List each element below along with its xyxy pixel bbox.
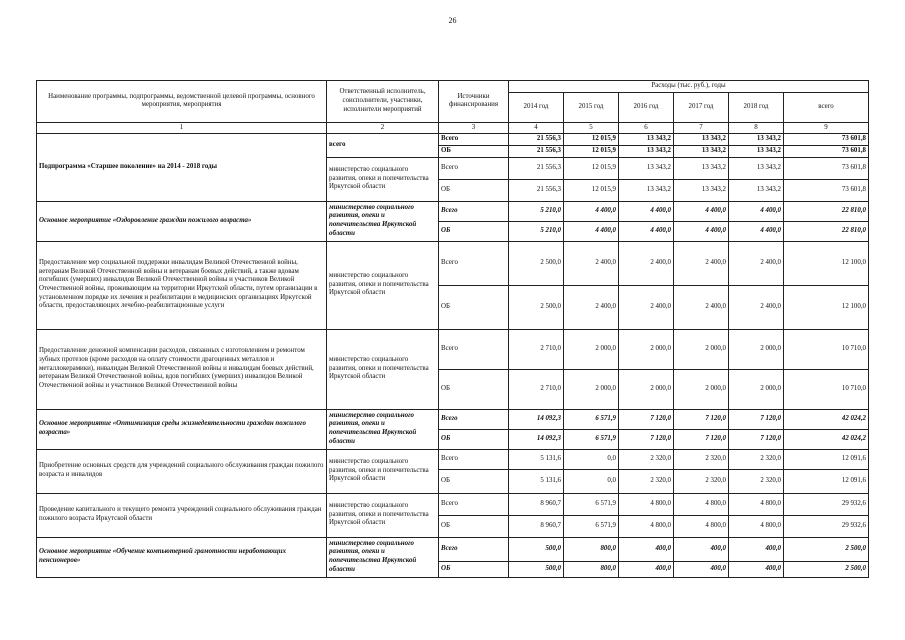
total-cell: 12 100,0 — [784, 285, 869, 329]
total-cell: 29 932,6 — [784, 515, 869, 537]
header-name: Наименование программы, подпрограммы, ведомственной целевой программы, основного мероприятия, мероприятия — [37, 81, 327, 123]
col-number: 2 — [327, 122, 439, 134]
main-activity-name: Основное мероприятие «Оздоровление граждан пожилого возраста» — [37, 201, 327, 241]
total-cell: 42 024,2 — [784, 429, 869, 449]
responsible-cell: министерство социального развития, опеки и попечительства Иркутской области — [327, 329, 439, 409]
activity-name: Приобретение основных средств для учреждений социального обслуживания граждан пожилого возраста и инвалидов — [37, 449, 327, 493]
table-row — [37, 201, 869, 221]
value-cell: 2 000,0 — [674, 369, 729, 409]
value-cell: 2 400,0 — [674, 285, 729, 329]
value-cell: 13 343,2 — [729, 145, 784, 157]
value-cell: 14 092,3 — [509, 429, 564, 449]
total-cell: 29 932,6 — [784, 493, 869, 515]
value-cell: 21 556,3 — [509, 134, 564, 146]
value-cell: 7 120,0 — [619, 429, 674, 449]
col-number: 5 — [564, 122, 619, 134]
value-cell: 800,0 — [564, 561, 619, 577]
header-total: всего — [784, 92, 869, 122]
value-cell: 2 320,0 — [729, 469, 784, 493]
value-cell: 5 210,0 — [509, 201, 564, 221]
value-cell: 0,0 — [564, 469, 619, 493]
responsible-cell: министерство социального развития, опеки и попечительства Иркутской области — [327, 449, 439, 493]
source-cell: Всего — [439, 241, 509, 285]
value-cell: 2 400,0 — [619, 241, 674, 285]
value-cell: 2 320,0 — [619, 449, 674, 469]
value-cell: 8 960,7 — [509, 493, 564, 515]
value-cell: 13 343,2 — [619, 145, 674, 157]
value-cell: 4 400,0 — [729, 221, 784, 241]
value-cell: 13 343,2 — [619, 157, 674, 179]
value-cell: 2 000,0 — [729, 329, 784, 369]
value-cell: 13 343,2 — [674, 157, 729, 179]
header-year: 2018 год — [729, 92, 784, 122]
source-cell: ОБ — [439, 285, 509, 329]
activity-name: Проведение капитального и текущего ремонта учреждений социального обслуживания граждан пожилого возраста Иркутской области — [37, 493, 327, 537]
value-cell: 2 400,0 — [674, 241, 729, 285]
source-cell: ОБ — [439, 369, 509, 409]
value-cell: 7 120,0 — [674, 429, 729, 449]
responsible-cell: министерство социального развития, опеки и попечительства Иркутской области — [327, 201, 439, 241]
col-number: 4 — [509, 122, 564, 134]
header-expenses: Расходы (тыс. руб.), годы — [509, 81, 869, 93]
value-cell: 13 343,2 — [619, 134, 674, 146]
value-cell: 400,0 — [729, 537, 784, 561]
value-cell: 4 800,0 — [729, 493, 784, 515]
responsible-cell: министерство социального развития, опеки и попечительства Иркутской области — [327, 409, 439, 449]
value-cell: 4 800,0 — [674, 515, 729, 537]
value-cell: 4 800,0 — [674, 493, 729, 515]
header-year: 2015 год — [564, 92, 619, 122]
value-cell: 4 400,0 — [619, 221, 674, 241]
value-cell: 4 400,0 — [674, 201, 729, 221]
header-sources: Источники финансирования — [439, 81, 509, 123]
value-cell: 2 320,0 — [619, 469, 674, 493]
table-row — [37, 537, 869, 561]
table-row — [37, 449, 869, 469]
header-year: 2017 год — [674, 92, 729, 122]
table-row — [37, 409, 869, 429]
main-activity-name: Основное мероприятие «Оптимизация среды жизнедеятельности граждан пожилого возраста» — [37, 409, 327, 449]
total-cell: 73 601,8 — [784, 179, 869, 201]
table-row — [37, 329, 869, 369]
total-cell: 10 710,0 — [784, 329, 869, 369]
source-cell: Всего — [439, 493, 509, 515]
total-cell: 12 100,0 — [784, 241, 869, 285]
total-cell: 2 500,0 — [784, 561, 869, 577]
value-cell: 4 400,0 — [674, 221, 729, 241]
table-row — [37, 134, 869, 146]
page-number: 26 — [448, 16, 457, 25]
source-cell: ОБ — [439, 515, 509, 537]
value-cell: 4 400,0 — [619, 201, 674, 221]
col-number: 8 — [729, 122, 784, 134]
value-cell: 13 343,2 — [674, 179, 729, 201]
value-cell: 2 000,0 — [729, 369, 784, 409]
value-cell: 21 556,3 — [509, 179, 564, 201]
value-cell: 400,0 — [729, 561, 784, 577]
source-cell: Всего — [439, 329, 509, 369]
col-number: 6 — [619, 122, 674, 134]
source-cell: ОБ — [439, 429, 509, 449]
value-cell: 4 800,0 — [619, 493, 674, 515]
value-cell: 2 320,0 — [674, 449, 729, 469]
value-cell: 500,0 — [509, 561, 564, 577]
value-cell: 6 571,9 — [564, 409, 619, 429]
value-cell: 7 120,0 — [674, 409, 729, 429]
total-cell: 73 601,8 — [784, 157, 869, 179]
value-cell: 2 320,0 — [729, 449, 784, 469]
value-cell: 6 571,9 — [564, 493, 619, 515]
value-cell: 2 000,0 — [619, 369, 674, 409]
value-cell: 13 343,2 — [674, 134, 729, 146]
total-cell: 73 601,8 — [784, 145, 869, 157]
value-cell: 13 343,2 — [674, 145, 729, 157]
value-cell: 12 015,9 — [564, 145, 619, 157]
total-cell: 2 500,0 — [784, 537, 869, 561]
value-cell: 5 210,0 — [509, 221, 564, 241]
total-cell: 22 810,0 — [784, 221, 869, 241]
responsible-cell: министерство социального развития, опеки и попечительства Иркутской области — [327, 537, 439, 577]
value-cell: 0,0 — [564, 449, 619, 469]
value-cell: 21 556,3 — [509, 145, 564, 157]
responsible-cell: министерство социального развития, опеки и попечительства Иркутской области — [327, 493, 439, 537]
col-number: 7 — [674, 122, 729, 134]
value-cell: 2 710,0 — [509, 329, 564, 369]
value-cell: 14 092,3 — [509, 409, 564, 429]
source-cell: Всего — [439, 134, 509, 146]
value-cell: 4 400,0 — [564, 201, 619, 221]
responsible-cell: министерство социального развития, опеки и попечительства Иркутской области — [327, 241, 439, 329]
value-cell: 13 343,2 — [729, 179, 784, 201]
table-row — [37, 241, 869, 285]
value-cell: 5 131,6 — [509, 449, 564, 469]
value-cell: 2 500,0 — [509, 285, 564, 329]
source-cell: Всего — [439, 537, 509, 561]
responsible-cell: министерство социального развития, опеки и попечительства Иркутской области — [327, 157, 439, 201]
source-cell: Всего — [439, 449, 509, 469]
value-cell: 4 400,0 — [564, 221, 619, 241]
col-number: 9 — [784, 122, 869, 134]
value-cell: 6 571,9 — [564, 515, 619, 537]
value-cell: 13 343,2 — [619, 179, 674, 201]
value-cell: 2 400,0 — [619, 285, 674, 329]
value-cell: 13 343,2 — [729, 134, 784, 146]
value-cell: 400,0 — [674, 537, 729, 561]
value-cell: 2 400,0 — [729, 285, 784, 329]
header-year: 2014 год — [509, 92, 564, 122]
value-cell: 2 400,0 — [729, 241, 784, 285]
total-cell: 73 601,8 — [784, 134, 869, 146]
value-cell: 2 000,0 — [619, 329, 674, 369]
value-cell: 400,0 — [619, 561, 674, 577]
value-cell: 4 400,0 — [729, 201, 784, 221]
value-cell: 4 800,0 — [619, 515, 674, 537]
source-cell: ОБ — [439, 469, 509, 493]
value-cell: 12 015,9 — [564, 179, 619, 201]
value-cell: 7 120,0 — [619, 409, 674, 429]
value-cell: 6 571,9 — [564, 429, 619, 449]
source-cell: ОБ — [439, 221, 509, 241]
source-cell: ОБ — [439, 561, 509, 577]
value-cell: 2 500,0 — [509, 241, 564, 285]
value-cell: 2 000,0 — [564, 369, 619, 409]
value-cell: 800,0 — [564, 537, 619, 561]
value-cell: 2 400,0 — [564, 241, 619, 285]
value-cell: 12 015,9 — [564, 134, 619, 146]
total-cell: 12 091,6 — [784, 469, 869, 493]
value-cell: 12 015,9 — [564, 157, 619, 179]
value-cell: 4 800,0 — [729, 515, 784, 537]
main-activity-name: Основное мероприятие «Обучение компьютерной грамотности неработающих пенсионеров» — [37, 537, 327, 577]
value-cell: 400,0 — [674, 561, 729, 577]
value-cell: 5 131,6 — [509, 469, 564, 493]
value-cell: 500,0 — [509, 537, 564, 561]
subprogram-name: Подпрограмма «Старшее поколение» на 2014 - 2018 годы — [37, 134, 327, 201]
value-cell: 2 710,0 — [509, 369, 564, 409]
table-row — [37, 493, 869, 515]
value-cell: 7 120,0 — [729, 409, 784, 429]
total-cell: 42 024,2 — [784, 409, 869, 429]
source-cell: Всего — [439, 157, 509, 179]
total-cell: 22 810,0 — [784, 201, 869, 221]
value-cell: 2 000,0 — [674, 329, 729, 369]
value-cell: 21 556,3 — [509, 157, 564, 179]
value-cell: 400,0 — [619, 537, 674, 561]
value-cell: 7 120,0 — [729, 429, 784, 449]
activity-name: Предоставление денежной компенсации расходов, связанных с изготовлением и ремонтом зубных протезов (кроме расходов на оплату стоимости драгоценных металлов и металлокерамики), инвалидам Великой Отечественной войны и инвалидам боевых действий, ветеранам Великой Отечественной войны, вдов погибших (умерших) инвалидов Великой Отечественной войны и участников Великой Отечественной войны — [37, 329, 327, 409]
header-year: 2016 год — [619, 92, 674, 122]
header-responsible: Ответственный исполнитель, соисполнители, участники, исполнители мероприятий — [327, 81, 439, 123]
value-cell: 8 960,7 — [509, 515, 564, 537]
value-cell: 2 000,0 — [564, 329, 619, 369]
budget-table — [36, 80, 869, 578]
activity-name: Предоставление мер социальной поддержки инвалидам Великой Отечественной войны, ветеранам Великой Отечественной войны и ветеранам боевых действий, а также вдовам погибших (умерших) инвалидов Великой Отечественной войны и участников Великой Отечественной войны, проживающим на территории Иркутской области, путем организации в установленном порядке их лечения и реабилитации в медицинских организациях Иркутской области, предоставляющих лечебно-реабилитационные услуги — [37, 241, 327, 329]
col-number: 1 — [37, 122, 327, 134]
responsible-cell: всего — [327, 134, 439, 157]
total-cell: 10 710,0 — [784, 369, 869, 409]
source-cell: ОБ — [439, 179, 509, 201]
total-cell: 12 091,6 — [784, 449, 869, 469]
source-cell: Всего — [439, 201, 509, 221]
source-cell: Всего — [439, 409, 509, 429]
value-cell: 2 400,0 — [564, 285, 619, 329]
source-cell: ОБ — [439, 145, 509, 157]
value-cell: 2 320,0 — [674, 469, 729, 493]
col-number: 3 — [439, 122, 509, 134]
value-cell: 13 343,2 — [729, 157, 784, 179]
